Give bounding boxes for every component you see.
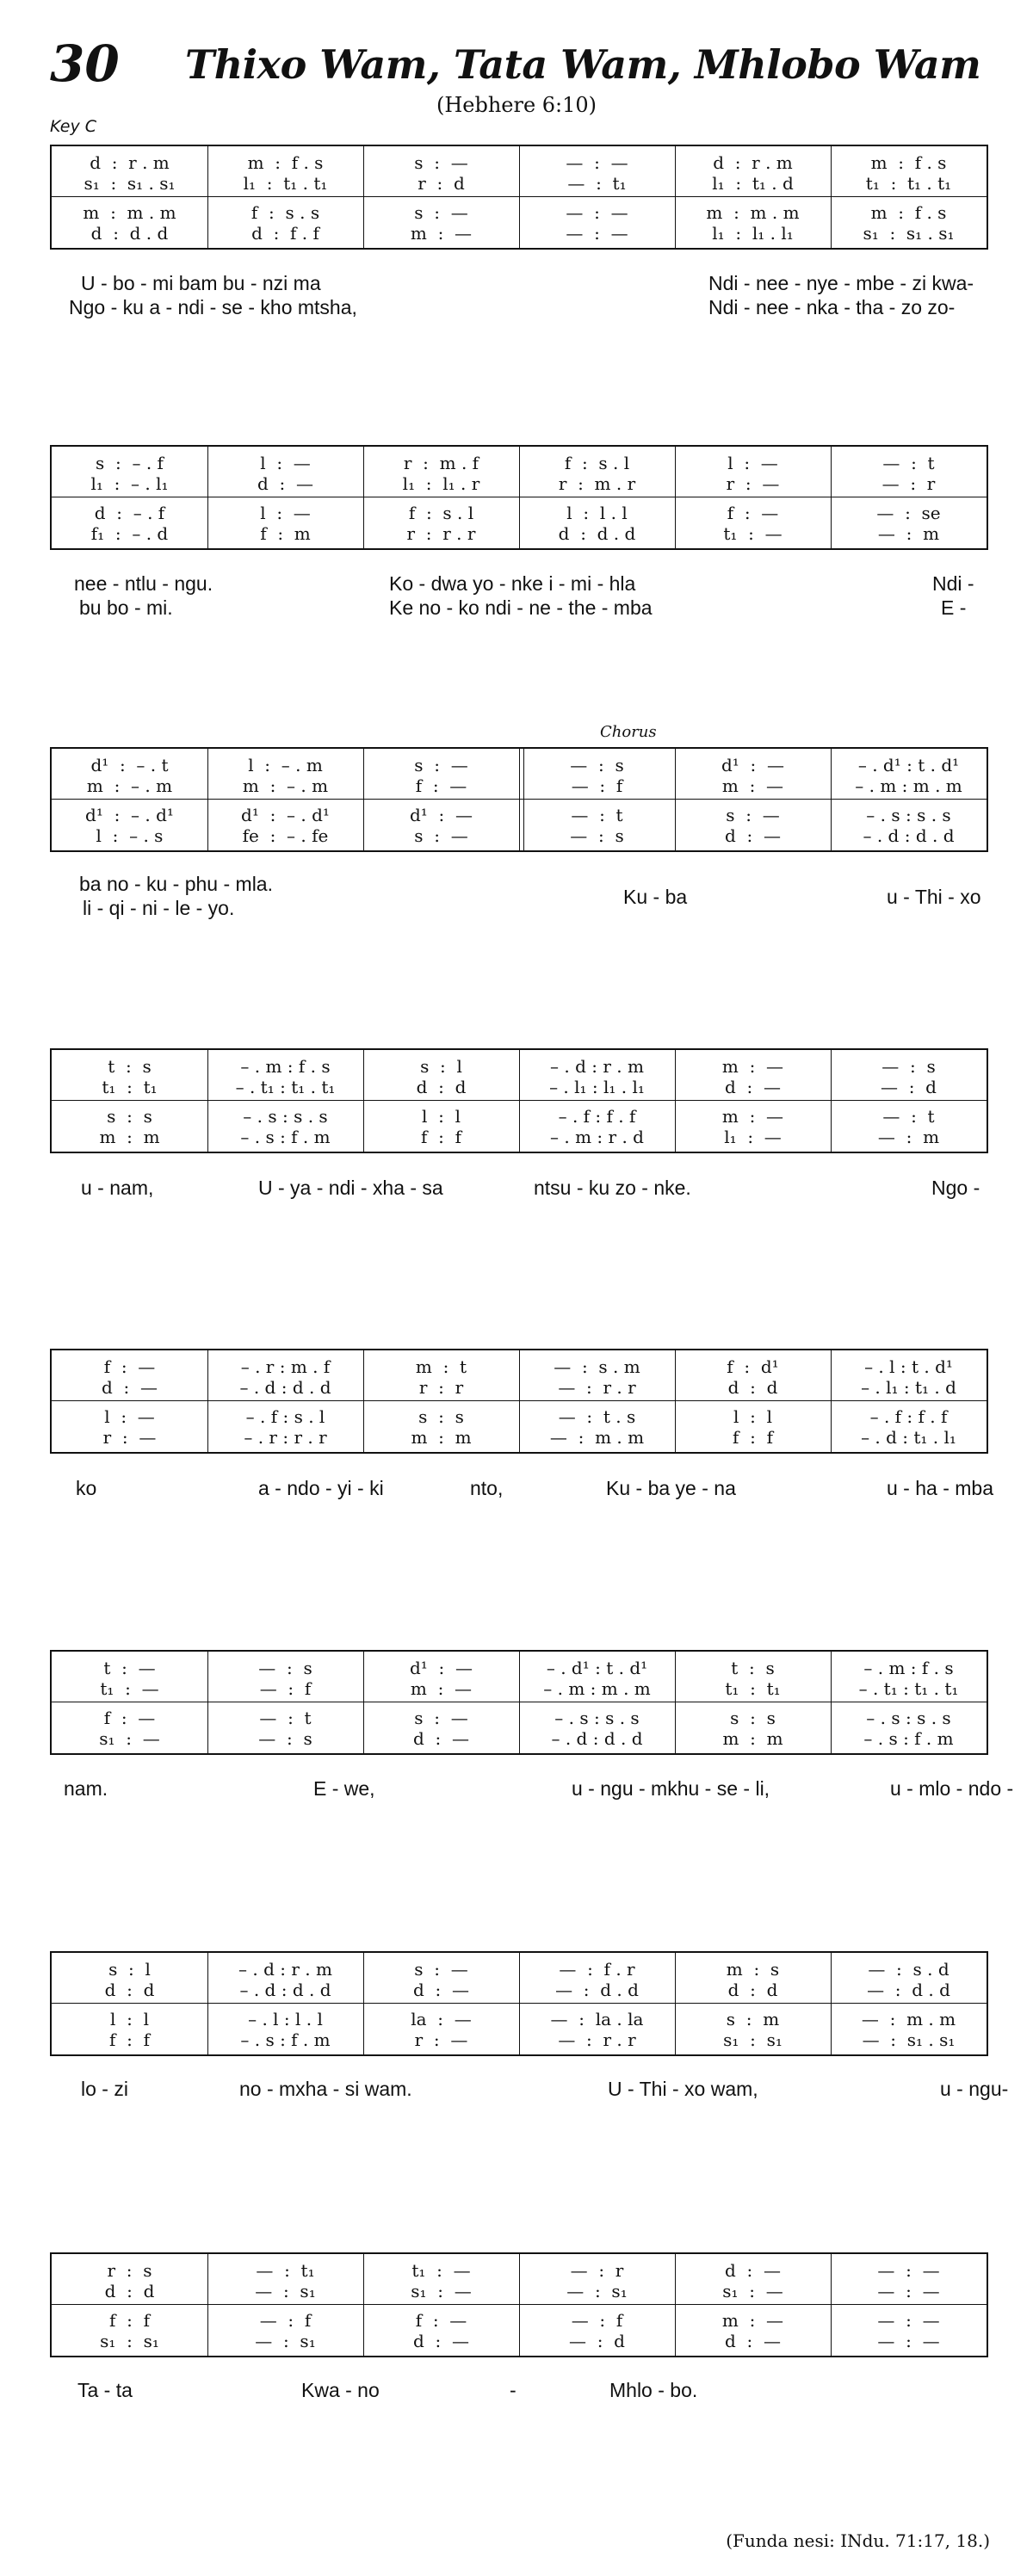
measure: [363, 1652, 519, 1753]
solfa-notes: t₁ : —: [723, 523, 782, 544]
solfa-notes: f : s . l: [408, 503, 474, 523]
measure: [52, 1953, 207, 2054]
lyric-text: u - mlo - ndo -: [890, 1777, 1014, 1800]
solfa-notes: — : f: [571, 2310, 623, 2331]
solfa-notes: t₁ : —: [100, 1678, 159, 1699]
solfa-notes: — : d . d: [867, 1980, 950, 2000]
solfa-notes: s₁ : s₁: [100, 2331, 159, 2351]
lyric-text: Ndi - nee - nye - mbe - zi kwa-: [708, 272, 974, 294]
solfa-notes: d¹ : – . d¹: [85, 805, 174, 825]
solfa-notes: d¹ : —: [721, 755, 784, 775]
solfa-notes: – . d : d . d: [863, 825, 955, 846]
solfa-notes: d : —: [725, 2331, 781, 2351]
solfa-notes: m : m: [99, 1127, 160, 1147]
solfa-notes: m : m . m: [83, 202, 176, 223]
solfa-notes: s : —: [414, 1708, 468, 1728]
lyric-text: Ku - ba ye - na: [606, 1477, 736, 1499]
solfa-notes: d : r . m: [90, 152, 170, 173]
solfa-notes: l : —: [260, 503, 311, 523]
solfa-notes: — : s . d: [868, 1959, 949, 1980]
solfa-notes: — : r: [881, 473, 936, 494]
solfa-notes: l₁ : l₁ . r: [402, 473, 480, 494]
measure: [675, 1652, 831, 1753]
solfa-notes: l : —: [260, 453, 311, 473]
measure: [207, 749, 363, 850]
solfa-notes: – . l : t . d¹: [864, 1356, 953, 1377]
solfa-notes: m : f . s: [870, 202, 947, 223]
solfa-notes: s : s: [107, 1106, 152, 1127]
solfa-notes: d¹ : – . d¹: [241, 805, 330, 825]
solfa-notes: r : —: [726, 473, 780, 494]
solfa-notes: r : r: [418, 1377, 464, 1398]
lyric-text: Ta - ta: [77, 2379, 133, 2401]
measure: [363, 447, 519, 548]
solfa-notes: m : s: [726, 1959, 780, 1980]
measure: [675, 2254, 831, 2356]
measure: [52, 1652, 207, 1753]
solfa-notes: f : m: [260, 523, 311, 544]
lyric-text: u - ha - mba: [887, 1477, 993, 1499]
solfa-notes: s : l: [108, 1959, 151, 1980]
measure: [207, 1953, 363, 2054]
solfa-notes: m : f . s: [870, 152, 947, 173]
solfa-notes: — : t₁: [256, 2260, 315, 2281]
lyric-text: -: [510, 2379, 516, 2401]
lyric-text: Ngo - ku a - ndi - se - kho mtsha,: [69, 296, 357, 318]
hymn-number: 30: [50, 34, 120, 93]
solfa-notes: — : f . r: [559, 1959, 635, 1980]
solfa-notes: m : m . m: [706, 202, 800, 223]
solfa-notes: – . d : d . d: [239, 1980, 331, 2000]
solfa-notes: – . m : f . s: [240, 1056, 331, 1077]
measure: [207, 1050, 363, 1152]
key-signature: Key C: [50, 117, 97, 136]
solfa-notes: fe : – . fe: [242, 825, 329, 846]
solfa-notes: d : —: [725, 2260, 781, 2281]
solfa-notes: l : – . s: [96, 825, 164, 846]
solfa-notes: l : l: [110, 2009, 149, 2029]
solfa-notes: — : f: [259, 2310, 312, 2331]
measure: [363, 749, 519, 850]
scripture-reference: (Hebhere 6:10): [436, 93, 597, 117]
solfa-notes: s : —: [414, 152, 468, 173]
solfa-notes: f : s . l: [564, 453, 630, 473]
solfa-notes: f : s . s: [251, 202, 320, 223]
lyric-text: nam.: [64, 1777, 108, 1800]
measure: [363, 1050, 519, 1152]
solfa-notes: — : s: [258, 1728, 312, 1749]
measure: [519, 2254, 675, 2356]
solfa-notes: l₁ : l₁ . l₁: [712, 223, 794, 244]
solfa-notes: – . d : r . m: [238, 1959, 332, 1980]
lyric-text: Ko - dwa yo - nke i - mi - hla: [389, 572, 636, 595]
solfa-notes: — : —: [877, 2331, 940, 2351]
measure: [363, 146, 519, 248]
solfa-notes: — : s: [570, 755, 624, 775]
solfa-notes: – . t₁ : t₁ . t₁: [858, 1678, 959, 1699]
solfa-notes: d : d: [727, 1980, 778, 2000]
solfa-notes: t : —: [103, 1658, 156, 1678]
solfa-notes: — : d: [881, 1077, 937, 1097]
solfa-notes: m : – . m: [86, 775, 173, 796]
solfa-notes: d : —: [413, 1728, 469, 1749]
solfa-notes: d : —: [257, 473, 313, 494]
solfa-notes: – . s : s . s: [243, 1106, 328, 1127]
lyric-text: U - bo - mi bam bu - nzi ma: [81, 272, 321, 294]
measure: [52, 1350, 207, 1452]
solfa-notes: la : —: [411, 2009, 472, 2029]
solfa-notes: s : s: [730, 1708, 776, 1728]
solfa-notes: – . l : l . l: [248, 2009, 323, 2029]
solfa-notes: d : —: [413, 2331, 469, 2351]
solfa-notes: r : r . r: [406, 523, 476, 544]
solfa-notes: — : t₁: [567, 173, 627, 194]
solfa-notes: s : —: [726, 805, 780, 825]
music-system: [50, 2252, 988, 2357]
solfa-notes: f : f: [109, 2310, 150, 2331]
solfa-notes: l₁ : t₁ . d: [712, 173, 794, 194]
solfa-notes: — : se: [876, 503, 941, 523]
solfa-notes: s : —: [414, 825, 468, 846]
solfa-notes: r : s: [107, 2260, 152, 2281]
solfa-notes: r : m . r: [558, 473, 636, 494]
solfa-notes: d : —: [102, 1377, 158, 1398]
solfa-notes: f : f: [109, 2029, 150, 2050]
solfa-notes: d : f . f: [251, 223, 319, 244]
solfa-notes: d : d: [104, 2281, 155, 2301]
solfa-notes: m : —: [721, 1056, 784, 1077]
solfa-notes: t : s: [108, 1056, 152, 1077]
measure: [519, 146, 675, 248]
solfa-notes: s₁ : s₁: [723, 2029, 782, 2050]
solfa-notes: m : —: [410, 1678, 473, 1699]
lyric-text: li - qi - ni - le - yo.: [83, 897, 235, 919]
measure: [52, 2254, 207, 2356]
solfa-notes: – . d : d . d: [239, 1377, 331, 1398]
chorus-label: Chorus: [600, 723, 657, 741]
solfa-notes: d¹ : —: [410, 1658, 473, 1678]
solfa-notes: — : s₁ . s₁: [862, 2029, 956, 2050]
solfa-notes: d : – . f: [94, 503, 165, 523]
solfa-notes: m : – . m: [242, 775, 329, 796]
measure: [519, 1953, 675, 2054]
solfa-notes: — : —: [566, 202, 628, 223]
lyric-text: Mhlo - bo.: [609, 2379, 698, 2401]
music-system: [50, 1349, 988, 1454]
solfa-notes: s : l: [420, 1056, 462, 1077]
measure: [675, 146, 831, 248]
footer-note: (Funda nesi: INdu. 71:17, 18.): [726, 2530, 990, 2551]
solfa-notes: m : m: [722, 1728, 783, 1749]
solfa-notes: – . m : f . s: [863, 1658, 954, 1678]
solfa-notes: — : m . m: [861, 2009, 956, 2029]
solfa-notes: — : f: [259, 1678, 312, 1699]
solfa-notes: — : s₁: [566, 2281, 628, 2301]
solfa-notes: d : d: [104, 1980, 155, 2000]
solfa-notes: f : —: [727, 503, 779, 523]
solfa-notes: — : s: [570, 825, 624, 846]
solfa-notes: l₁ : – . l₁: [90, 473, 169, 494]
lyric-text: u - nam,: [81, 1177, 154, 1199]
solfa-notes: s₁ : —: [411, 2281, 472, 2301]
lyric-text: no - mxha - si wam.: [239, 2078, 412, 2100]
measure: [675, 1953, 831, 2054]
solfa-notes: m : —: [721, 775, 784, 796]
solfa-notes: d : d: [416, 1077, 467, 1097]
solfa-notes: f : —: [415, 2310, 467, 2331]
solfa-notes: – . d : r . m: [550, 1056, 644, 1077]
measure: [831, 146, 987, 248]
solfa-notes: – . l₁ : l₁ . l₁: [549, 1077, 645, 1097]
solfa-notes: d¹ : – . t: [90, 755, 169, 775]
lyric-text: U - Thi - xo wam,: [608, 2078, 758, 2100]
solfa-notes: m : t: [415, 1356, 467, 1377]
measure: [207, 146, 363, 248]
solfa-notes: s₁ : —: [722, 2281, 783, 2301]
solfa-notes: — : s₁: [255, 2281, 316, 2301]
music-system: [50, 1951, 988, 2056]
solfa-notes: t₁ : t₁: [102, 1077, 158, 1097]
lyric-text: Ndi -: [932, 572, 974, 595]
measure: [519, 447, 675, 548]
measure: [831, 1652, 987, 1753]
solfa-notes: – . s : f . m: [240, 2029, 331, 2050]
solfa-notes: – . m : m . m: [855, 775, 962, 796]
measure: [363, 1953, 519, 2054]
lyric-text: ntsu - ku zo - nke.: [534, 1177, 691, 1199]
solfa-notes: d : r . m: [713, 152, 793, 173]
lyric-text: u - ngu-: [940, 2078, 1009, 2100]
solfa-notes: — : m: [877, 1127, 940, 1147]
solfa-notes: f : d¹: [727, 1356, 779, 1377]
solfa-notes: — : la . la: [550, 2009, 644, 2029]
solfa-notes: s₁ : s₁ . s₁: [84, 173, 176, 194]
solfa-notes: r : —: [102, 1427, 157, 1448]
solfa-notes: — : m . m: [549, 1427, 645, 1448]
solfa-notes: d : d . d: [558, 523, 636, 544]
solfa-notes: m : m: [411, 1427, 472, 1448]
solfa-notes: — : —: [877, 2260, 940, 2281]
solfa-notes: — : f: [571, 775, 623, 796]
solfa-notes: d : d: [727, 1377, 778, 1398]
measure: [52, 749, 207, 850]
solfa-notes: l₁ : —: [724, 1127, 782, 1147]
solfa-notes: – . d¹ : t . d¹: [546, 1658, 648, 1678]
solfa-notes: d : —: [413, 1980, 469, 2000]
solfa-notes: f : f: [421, 1127, 461, 1147]
solfa-notes: f : —: [103, 1708, 156, 1728]
solfa-notes: — : —: [566, 152, 628, 173]
solfa-notes: – . s : f . m: [863, 1728, 954, 1749]
music-system: [50, 1048, 988, 1153]
lyric-text: Ku - ba: [623, 886, 688, 908]
solfa-notes: – . t₁ : t₁ . t₁: [235, 1077, 336, 1097]
solfa-notes: — : t: [882, 453, 935, 473]
solfa-notes: — : d: [569, 2331, 625, 2351]
lyric-text: lo - zi: [81, 2078, 128, 2100]
solfa-notes: m : f . s: [247, 152, 324, 173]
solfa-notes: f₁ : – . d: [90, 523, 169, 544]
solfa-notes: r : m . f: [403, 453, 479, 473]
solfa-notes: m : —: [721, 2310, 784, 2331]
solfa-notes: t₁ : —: [411, 2260, 471, 2281]
solfa-notes: – . d : t₁ . l₁: [861, 1427, 956, 1448]
lyric-text: bu bo - mi.: [79, 596, 173, 619]
solfa-notes: — : t: [259, 1708, 312, 1728]
solfa-notes: — : d . d: [555, 1980, 639, 2000]
lyric-text: Ke no - ko ndi - ne - the - mba: [389, 596, 653, 619]
measure: [831, 2254, 987, 2356]
lyric-text: a - ndo - yi - ki: [258, 1477, 384, 1499]
solfa-notes: s₁ : s₁ . s₁: [863, 223, 955, 244]
solfa-notes: s : – . f: [96, 453, 164, 473]
solfa-notes: – . s : s . s: [554, 1708, 640, 1728]
measure: [207, 1350, 363, 1452]
lyric-text: E -: [941, 596, 967, 619]
solfa-notes: t : s: [731, 1658, 775, 1678]
measure: [207, 447, 363, 548]
measure: [207, 2254, 363, 2356]
lyric-text: u - ngu - mkhu - se - li,: [572, 1777, 770, 1800]
solfa-notes: – . f : f . f: [869, 1406, 948, 1427]
solfa-notes: l : l . l: [566, 503, 628, 523]
solfa-notes: – . d¹ : t . d¹: [857, 755, 960, 775]
solfa-notes: — : —: [877, 2310, 940, 2331]
solfa-notes: d : —: [725, 1077, 781, 1097]
solfa-notes: — : s . m: [554, 1356, 640, 1377]
measure: [52, 1050, 207, 1152]
solfa-notes: s₁ : —: [99, 1728, 160, 1749]
solfa-notes: d : d . d: [90, 223, 169, 244]
measure: [52, 146, 207, 248]
measure: [363, 2254, 519, 2356]
lyric-text: Ngo -: [931, 1177, 980, 1199]
solfa-notes: – . d : d . d: [551, 1728, 643, 1749]
measure: [675, 447, 831, 548]
music-system: [50, 1650, 988, 1755]
measure: [519, 1652, 675, 1753]
measure: [52, 447, 207, 548]
solfa-notes: – . s : s . s: [866, 805, 951, 825]
solfa-notes: l : – . m: [248, 755, 323, 775]
lyric-text: E - we,: [313, 1777, 375, 1800]
solfa-notes: — : s: [881, 1056, 936, 1077]
solfa-notes: t₁ : t₁: [725, 1678, 781, 1699]
lyric-text: U - ya - ndi - xha - sa: [258, 1177, 443, 1199]
solfa-notes: l : —: [727, 453, 778, 473]
solfa-notes: — : t: [571, 805, 623, 825]
solfa-notes: – . s : s . s: [866, 1708, 951, 1728]
solfa-notes: – . m : r . d: [550, 1127, 644, 1147]
solfa-notes: — : s: [258, 1658, 312, 1678]
solfa-notes: – . f : f . f: [558, 1106, 636, 1127]
measure: [519, 1050, 675, 1152]
lyric-text: ko: [76, 1477, 97, 1499]
solfa-notes: d : —: [725, 825, 781, 846]
solfa-notes: – . s : f . m: [240, 1127, 331, 1147]
solfa-notes: s : —: [414, 755, 468, 775]
measure: [675, 1050, 831, 1152]
measure: [831, 447, 987, 548]
measure: [519, 749, 675, 850]
solfa-notes: s : —: [414, 202, 468, 223]
solfa-notes: – . r : m . f: [240, 1356, 331, 1377]
solfa-notes: – . r : r . r: [244, 1427, 327, 1448]
solfa-notes: m : —: [410, 223, 473, 244]
solfa-notes: — : s₁: [255, 2331, 316, 2351]
measure: [831, 749, 987, 850]
solfa-notes: l : l: [422, 1106, 461, 1127]
measure: [519, 1350, 675, 1452]
solfa-notes: – . f : s . l: [245, 1406, 325, 1427]
solfa-notes: m : —: [721, 1106, 784, 1127]
solfa-notes: — : t: [882, 1106, 935, 1127]
solfa-notes: — : —: [877, 2281, 940, 2301]
measure: [207, 1652, 363, 1753]
solfa-notes: s : s: [418, 1406, 464, 1427]
lyric-text: Kwa - no: [301, 2379, 380, 2401]
solfa-notes: r : —: [414, 2029, 468, 2050]
lyric-text: nee - ntlu - ngu.: [74, 572, 213, 595]
solfa-notes: r : d: [418, 173, 465, 194]
measure: [675, 1350, 831, 1452]
measure: [363, 1350, 519, 1452]
measure: [831, 1350, 987, 1452]
lyric-text: Ndi - nee - nka - tha - zo zo-: [708, 296, 956, 318]
solfa-notes: l : l: [733, 1406, 772, 1427]
solfa-notes: l : —: [104, 1406, 155, 1427]
music-system: [50, 747, 988, 852]
lyric-text: u - Thi - xo: [887, 886, 981, 908]
solfa-notes: s : m: [726, 2009, 780, 2029]
solfa-notes: s : —: [414, 1959, 468, 1980]
solfa-notes: — : r . r: [558, 1377, 636, 1398]
solfa-notes: – . m : m . m: [543, 1678, 651, 1699]
solfa-notes: f : f: [733, 1427, 773, 1448]
solfa-notes: f : —: [415, 775, 467, 796]
measure: [831, 1953, 987, 2054]
solfa-notes: — : m: [877, 523, 940, 544]
solfa-notes: d¹ : —: [410, 805, 473, 825]
measure: [675, 749, 831, 850]
lyric-text: ba no - ku - phu - mla.: [79, 873, 273, 895]
solfa-notes: — : —: [566, 223, 628, 244]
solfa-notes: — : r: [570, 2260, 624, 2281]
solfa-notes: – . l₁ : t₁ . d: [861, 1377, 956, 1398]
music-system: [50, 145, 988, 250]
solfa-notes: t₁ : t₁ . t₁: [865, 173, 952, 194]
measure: [831, 1050, 987, 1152]
solfa-notes: — : t . s: [558, 1406, 636, 1427]
hymn-title: Thixo Wam, Tata Wam, Mhlobo Wam: [185, 41, 981, 88]
solfa-notes: — : r . r: [558, 2029, 636, 2050]
music-system: [50, 445, 988, 550]
solfa-notes: l₁ : t₁ . t₁: [243, 173, 328, 194]
lyric-text: nto,: [470, 1477, 504, 1499]
solfa-notes: f : —: [103, 1356, 156, 1377]
